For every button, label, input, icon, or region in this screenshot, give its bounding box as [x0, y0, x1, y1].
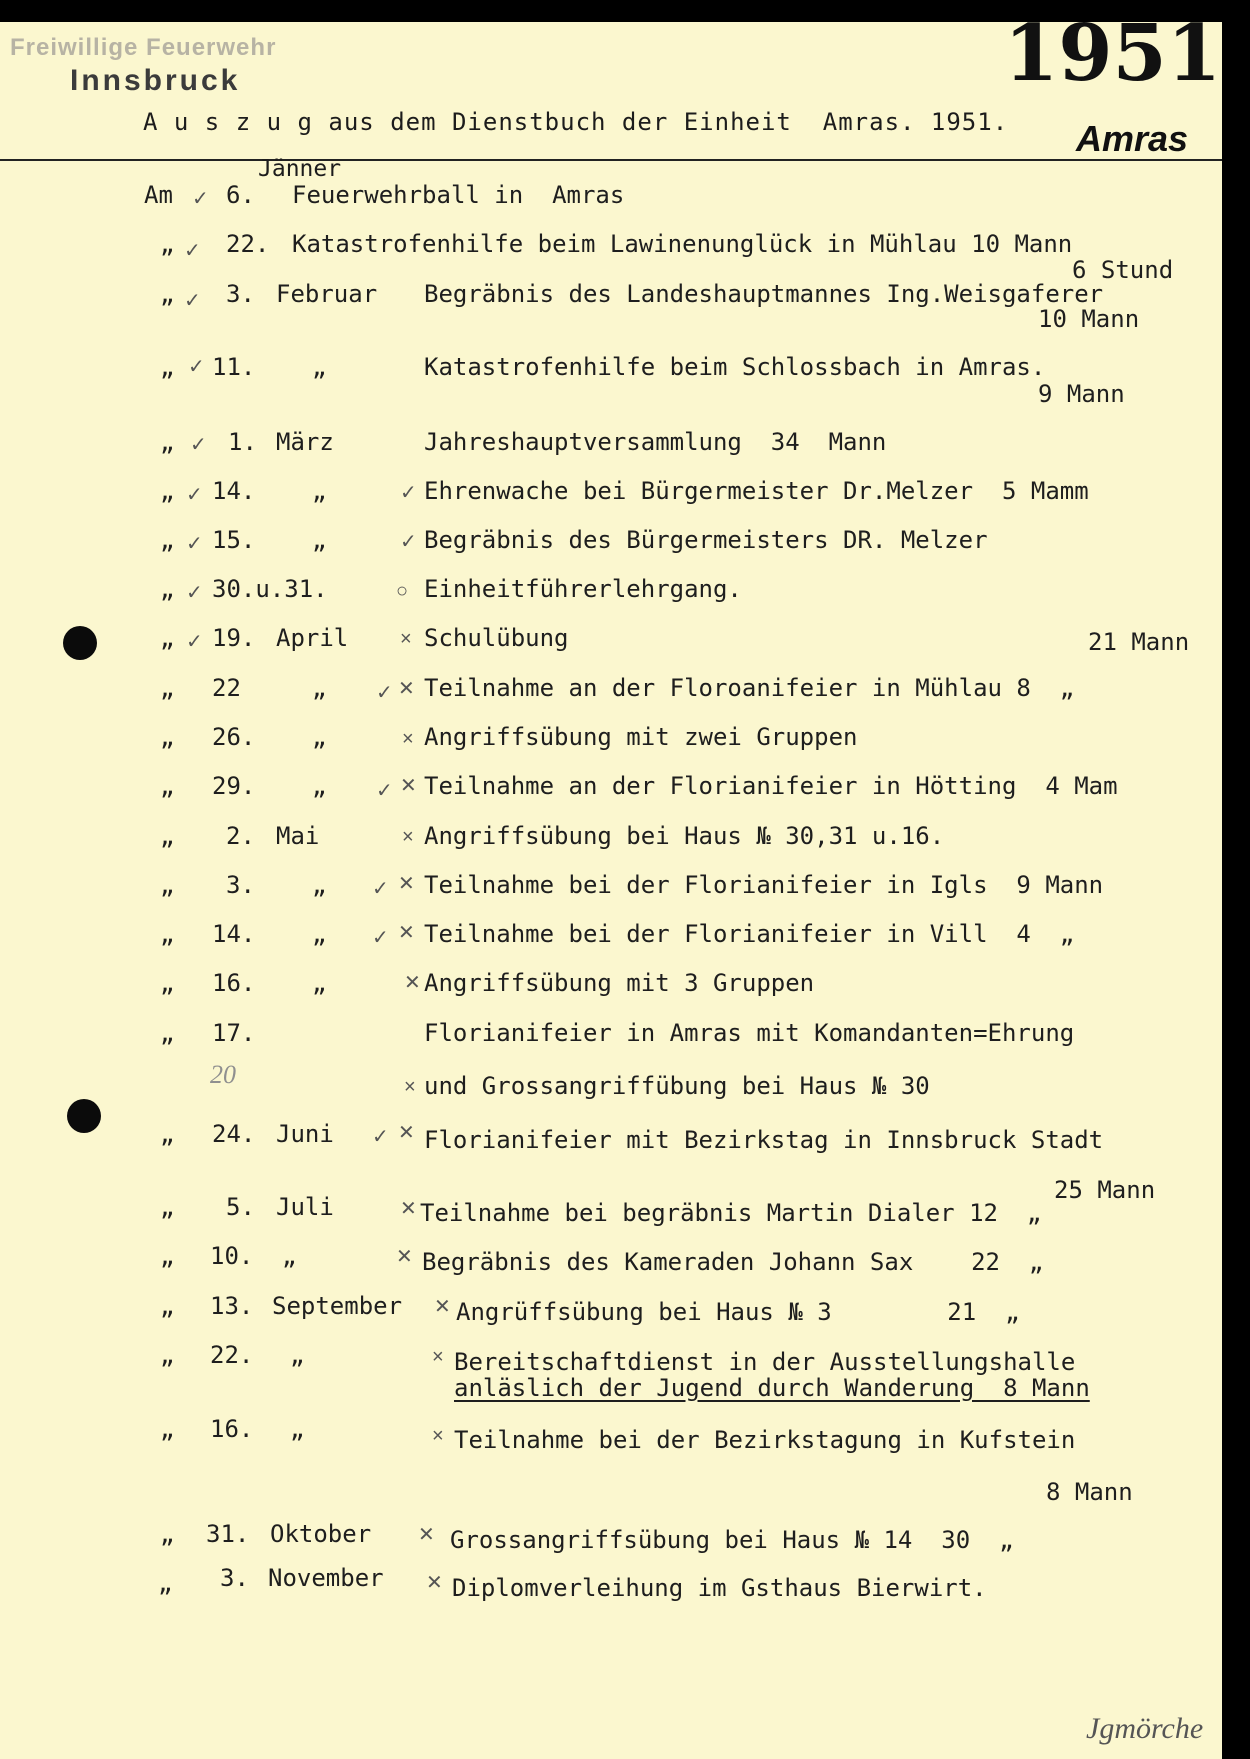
entry-day: 5. — [226, 1193, 255, 1221]
entry-day: 3. — [226, 280, 255, 308]
month-label-janner: Jänner — [258, 156, 342, 182]
entry-day: 6. — [226, 181, 255, 209]
entry-day: 22. — [226, 230, 270, 258]
entry-prefix: „ — [160, 723, 175, 751]
entry-prefix: „ — [160, 1019, 175, 1047]
entry-text: Katastrofenhilfe beim Lawinenunglück in Mühlau 10 Mann — [292, 230, 1073, 258]
header-divider — [0, 159, 1222, 161]
x-mark: × — [432, 1425, 444, 1447]
entry-prefix: „ — [160, 353, 175, 381]
entry-day: 3. — [226, 871, 255, 899]
check-mark: ✓ — [190, 434, 207, 456]
entry-day: 14. — [212, 920, 256, 948]
entry-extra: 25 Mann — [1054, 1176, 1156, 1204]
entry-text: Grossangriffsübung bei Haus № 14 30 „ — [450, 1526, 1014, 1554]
entry-text: Schulübung — [424, 624, 569, 652]
entry-day: 22 — [212, 674, 241, 702]
entry-text: Angriffsübung bei Haus № 30,31 u.16. — [424, 822, 945, 850]
check-mark: ✓ — [186, 631, 203, 653]
stamp-city: Innsbruck — [70, 64, 241, 97]
entry-day: 29. — [212, 772, 256, 800]
entry-text: Begräbnis des Bürgermeisters DR. Melzer — [424, 526, 988, 554]
x-mark: × — [432, 1346, 444, 1368]
entry-day: 11. — [212, 353, 256, 381]
entry-month: November — [268, 1564, 384, 1592]
entry-day: 24. — [212, 1120, 256, 1148]
entry-prefix: „ — [160, 624, 175, 652]
entry-text: Feuerwehrball in Amras — [292, 181, 625, 209]
entry-prefix: „ — [158, 1569, 173, 1597]
check-mark: ✓ — [186, 484, 203, 506]
entry-day: 15. — [212, 526, 256, 554]
entry-prefix: Am — [144, 181, 173, 209]
x-mark: ✕ — [398, 1122, 415, 1144]
entry-text: Diplomverleihung im Gsthaus Bierwirt. — [452, 1574, 987, 1602]
entry-text: Angriffsübung mit 3 Gruppen — [424, 969, 815, 997]
entry-day: 19. — [212, 624, 256, 652]
entry-text: Jahreshauptversammlung 34 Mann — [424, 428, 887, 456]
entry-month: Oktober — [270, 1520, 372, 1548]
check-mark: ✓ — [188, 356, 205, 378]
entry-month: „ — [312, 477, 327, 505]
entry-month: Mai — [276, 822, 320, 850]
x-mark: ✕ — [426, 1572, 443, 1594]
handwritten-unit-name: Amras — [1076, 118, 1189, 159]
entry-text: Begräbnis des Landeshauptmannes Ing.Weisgaferer — [424, 280, 1104, 308]
entry-extra: anläslich der Jugend durch Wanderung 8 Mann — [454, 1374, 1090, 1402]
entry-day: 22. — [210, 1341, 254, 1369]
check-mark: ✓ — [376, 682, 393, 704]
entry-text: Angrüffsübung bei Haus № 3 21 „ — [456, 1298, 1020, 1326]
entry-text: Teilnahme bei begräbnis Martin Dialer 12 „ — [420, 1199, 1042, 1227]
entry-extra: 9 Mann — [1038, 380, 1125, 408]
entry-month: September — [272, 1292, 403, 1320]
x-mark: ✕ — [434, 1296, 451, 1318]
entry-text: Ehrenwache bei Bürgermeister Dr.Melzer 5 Mamm — [424, 477, 1089, 505]
entry-text: Katastrofenhilfe beim Schlossbach in Amras. — [424, 353, 1046, 381]
entry-prefix: „ — [160, 920, 175, 948]
x-mark: ✕ — [398, 873, 415, 895]
entry-prefix: „ — [160, 575, 175, 603]
check-mark: ✓ — [400, 531, 417, 553]
entry-prefix: „ — [160, 1193, 175, 1221]
x-mark: × — [402, 728, 414, 750]
entry-extra: 8 Mann — [1046, 1478, 1133, 1506]
x-mark: ✕ — [404, 972, 421, 994]
entry-extra: und Grossangriffübung bei Haus № 30 — [424, 1072, 930, 1100]
entry-text: Begräbnis des Kameraden Johann Sax 22 „ — [422, 1248, 1044, 1276]
entry-prefix: „ — [160, 230, 175, 258]
entry-day: 31. — [206, 1520, 250, 1548]
entry-day: 16. — [212, 969, 256, 997]
check-mark: ✓ — [186, 582, 203, 604]
punch-hole-top — [63, 626, 97, 660]
entry-day: 13. — [210, 1292, 254, 1320]
entry-month: „ — [290, 1415, 305, 1443]
check-mark: ✓ — [372, 878, 389, 900]
entry-text: Teilnahme bei der Florianifeier in Igls 9 Mann — [424, 871, 1104, 899]
entry-prefix: „ — [160, 1341, 175, 1369]
x-mark: ✕ — [396, 1246, 413, 1268]
x-mark: ✕ — [398, 678, 415, 700]
entry-day: 10. — [210, 1242, 254, 1270]
entry-day: 1. — [228, 428, 257, 456]
entry-day: 16. — [210, 1415, 254, 1443]
entry-month: Juli — [276, 1193, 334, 1221]
check-mark: ✓ — [372, 1126, 389, 1148]
signature: Jgmörche — [1086, 1712, 1204, 1745]
check-mark: ✓ — [184, 290, 201, 312]
x-mark: × — [402, 826, 414, 848]
check-mark: ✓ — [192, 188, 209, 210]
stamp-organization: Freiwillige Feuerwehr — [10, 34, 277, 61]
entry-text: Angriffsübung mit zwei Gruppen — [424, 723, 858, 751]
x-mark: ✕ — [400, 1198, 417, 1220]
circle-mark: ○ — [396, 580, 409, 602]
entry-prefix: „ — [160, 428, 175, 456]
entry-month: Februar — [276, 280, 378, 308]
entry-prefix: „ — [160, 477, 175, 505]
entry-extra: 6 Stund — [1072, 256, 1174, 284]
entry-day: 26. — [212, 723, 256, 751]
entry-prefix: „ — [160, 526, 175, 554]
x-mark: ✕ — [400, 775, 417, 797]
entry-text: Teilnahme an der Florianifeier in Hötting 4 Mam — [424, 772, 1118, 800]
entry-prefix: „ — [160, 1520, 175, 1548]
entry-month: „ — [312, 674, 327, 702]
entry-day: 14. — [212, 477, 256, 505]
pencil-note: 20 — [210, 1060, 236, 1089]
entry-extra: 10 Mann — [1038, 305, 1140, 333]
entry-month: „ — [312, 772, 327, 800]
document-title: A u s z u g aus dem Dienstbuch der Einheit Amras. 1951. — [143, 108, 1009, 136]
entry-day: 2. — [226, 822, 255, 850]
entry-text: Teilnahme bei der Bezirkstagung in Kufstein — [454, 1426, 1076, 1454]
punch-hole-bottom — [67, 1099, 101, 1133]
entry-text: Teilnahme bei der Florianifeier in Vill 4 „ — [424, 920, 1075, 948]
entry-month: „ — [312, 723, 327, 751]
x-mark: × — [404, 1076, 416, 1098]
entry-month: März — [276, 428, 334, 456]
check-mark: ✓ — [186, 533, 203, 555]
entry-month: „ — [290, 1341, 305, 1369]
x-mark: ✕ — [398, 922, 415, 944]
year-stamp: 1951 — [1004, 8, 1222, 99]
entry-prefix: „ — [160, 1120, 175, 1148]
entry-prefix: „ — [160, 822, 175, 850]
x-mark: × — [400, 628, 412, 650]
entry-text: Florianifeier mit Bezirkstag in Innsbruck Stadt — [424, 1126, 1104, 1154]
x-mark: ✕ — [418, 1524, 435, 1546]
entry-extra: 21 Mann — [1088, 628, 1190, 656]
entry-prefix: „ — [160, 1242, 175, 1270]
check-mark: ✓ — [400, 482, 417, 504]
entry-prefix: „ — [160, 871, 175, 899]
entry-day: 3. — [220, 1564, 249, 1592]
entry-day: 30.u.31. — [212, 575, 328, 603]
entry-prefix: „ — [160, 674, 175, 702]
entry-prefix: „ — [160, 1292, 175, 1320]
check-mark: ✓ — [372, 927, 389, 949]
entry-month: „ — [312, 353, 327, 381]
entry-month: „ — [312, 920, 327, 948]
entry-month: „ — [282, 1242, 297, 1270]
entry-month: „ — [312, 526, 327, 554]
entry-month: April — [276, 624, 349, 652]
entry-month: „ — [312, 871, 327, 899]
entry-text: Teilnahme an der Floroanifeier in Mühlau 8 „ — [424, 674, 1075, 702]
entry-prefix: „ — [160, 280, 175, 308]
entry-month: „ — [312, 969, 327, 997]
entry-prefix: „ — [160, 772, 175, 800]
entry-month: Juni — [276, 1120, 334, 1148]
entry-day: 17. — [212, 1019, 256, 1047]
entry-text: Bereitschaftdienst in der Ausstellungshalle — [454, 1348, 1076, 1376]
entry-text: Einheitführerlehrgang. — [424, 575, 742, 603]
entry-prefix: „ — [160, 969, 175, 997]
entry-prefix: „ — [160, 1415, 175, 1443]
check-mark: ✓ — [184, 240, 201, 262]
check-mark: ✓ — [376, 780, 393, 802]
entry-text: Florianifeier in Amras mit Komandanten=Ehrung — [424, 1019, 1075, 1047]
